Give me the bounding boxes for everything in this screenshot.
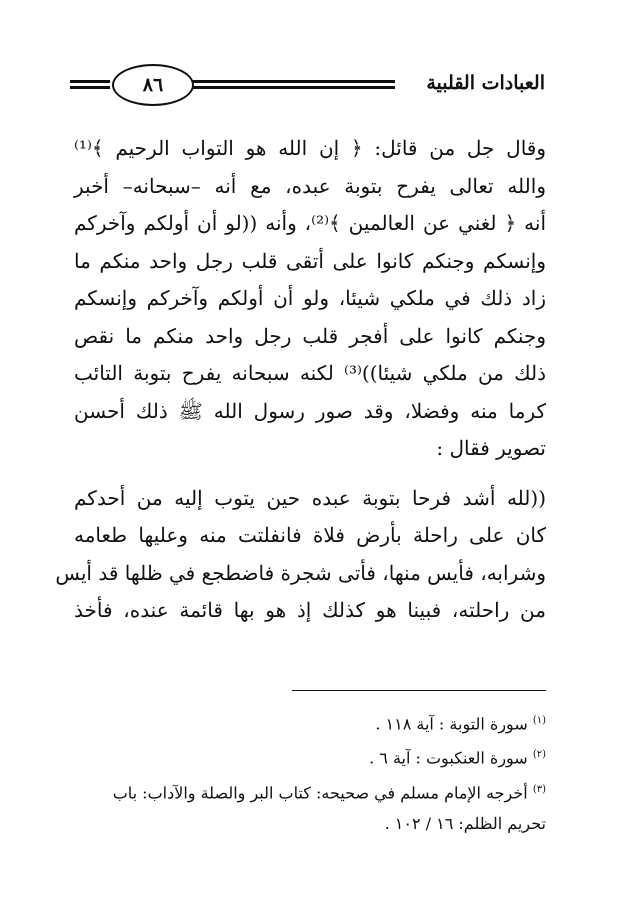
page-number: ٨٦ [112, 64, 194, 106]
text-line: تصوير فقال : [436, 436, 546, 460]
main-text [55, 130, 547, 630]
text-line: والله تعالى يفرح بتوبة عبده، مع أنه –سبحانه– أخبر [74, 173, 546, 198]
footnote-marker: (٢) [532, 749, 546, 761]
footnote [74, 739, 546, 773]
footnote-marker: (١) [532, 715, 546, 726]
footnote-text: سورة العنكبوت : آية ٦ . [369, 748, 528, 768]
hadith-line: وشرابه، فأيس منها، فأتى شجرة فاضطجع في ظلها قد أيس [55, 560, 546, 585]
chapter-title: العبادات القلبية [426, 72, 545, 94]
footnote-text: سورة التوبة : آية ١١٨ . [375, 714, 528, 734]
text-line: ذلك من ملكي شيئا))⁽³⁾ لكنه سبحانه يفرح بتوبة التائب [74, 361, 546, 385]
footnote [74, 774, 546, 808]
text-line: وإنسكم وجنكم كانوا على أتقى قلب رجل واحد منكم ما [74, 248, 546, 273]
footnote-text: أخرجه الإمام مسلم في صحيحه: كتاب البر والصلة والآداب: باب [112, 782, 528, 802]
footnotes [74, 705, 546, 839]
text-line: وقال جل من قائل: ﴿ إن الله هو التواب الرحيم ﴾⁽¹⁾ [74, 136, 546, 160]
footnote-marker: (٣) [532, 783, 546, 795]
footnote [74, 705, 546, 739]
footnote-text: تحريم الظلم: ١٦ / ١٠٢ . [384, 813, 546, 833]
header-rule-left [70, 80, 110, 90]
text-line: أنه ﴿ لغني عن العالمين ﴾⁽²⁾، وأنه ((لو أن أولكم وآخركم [74, 211, 546, 235]
page-header [70, 64, 545, 108]
hadith-line: كان على راحلة بأرض فلاة فانفلتت منه وعليها طعامه [74, 523, 546, 547]
header-rule [190, 80, 395, 90]
hadith-line: من راحلته، فبينا هو كذلك إذ هو بها قائمة عنده، فأخذ [74, 598, 546, 622]
hadith-line: ((لله أشد فرحا بتوبة عبده حين يتوب إليه من أحدكم [74, 485, 546, 510]
text-line: كرما منه وفضلا، وقد صور رسول الله ﷺ ذلك أحسن [74, 398, 546, 423]
text-line: وجنكم كانوا على أفجر قلب رجل واحد منكم ما نقص [74, 323, 546, 348]
text-line: زاد ذلك في ملكي شيئا، ولو أن أولكم وآخركم وإنسكم [74, 286, 547, 310]
footnote-continuation [74, 808, 546, 839]
footnote-divider [292, 690, 546, 691]
